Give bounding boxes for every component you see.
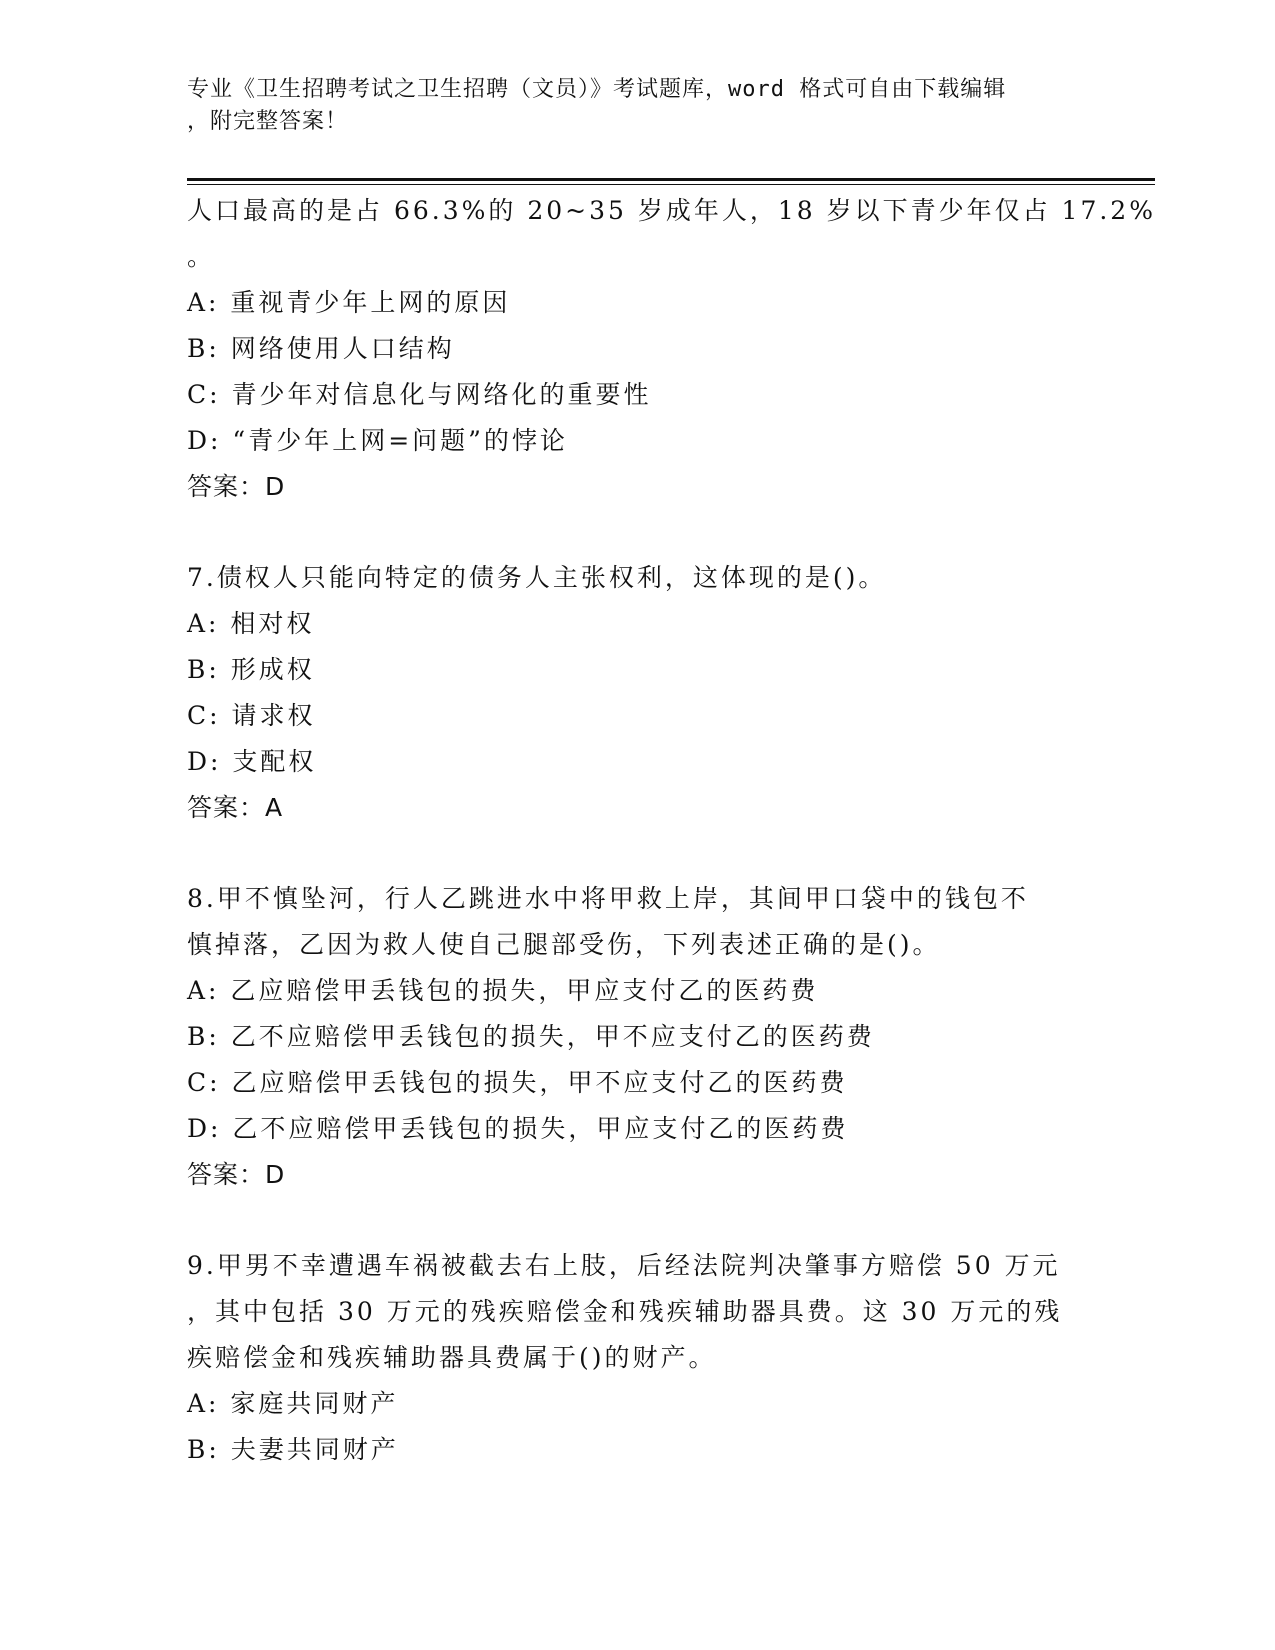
question-6-continuation bbox=[187, 188, 1156, 510]
question-8 bbox=[187, 876, 1087, 1198]
question-stem-line: 。 bbox=[187, 242, 216, 271]
question-stem-line: 8.甲不慎坠河，行人乙跳进水中将甲救上岸，其间甲口袋中的钱包不 bbox=[187, 884, 1029, 913]
option-c: C: 乙应赔偿甲丢钱包的损失，甲不应支付乙的医药费 bbox=[187, 1068, 848, 1097]
document-body bbox=[187, 188, 1156, 1473]
document-header bbox=[187, 74, 1087, 138]
option-a: A: 重视青少年上网的原因 bbox=[187, 288, 511, 317]
option-b: B: 形成权 bbox=[187, 655, 315, 684]
question-stem-line: 慎掉落，乙因为救人使自己腿部受伤，下列表述正确的是()。 bbox=[187, 930, 941, 959]
answer-line: 答案：A bbox=[187, 793, 284, 822]
answer-line: 答案：D bbox=[187, 1160, 286, 1189]
question-stem-line: ，其中包括 30 万元的残疾赔偿金和残疾辅助器具费。这 30 万元的残 bbox=[187, 1297, 1063, 1326]
option-d: D: 支配权 bbox=[187, 747, 317, 776]
question-stem-line: 疾赔偿金和残疾辅助器具费属于()的财产。 bbox=[187, 1343, 717, 1372]
option-c: C: 青少年对信息化与网络化的重要性 bbox=[187, 380, 652, 409]
question-gap bbox=[187, 1198, 1087, 1243]
header-rule-thick bbox=[187, 178, 1155, 181]
option-d: D: “青少年上网=问题”的悖论 bbox=[187, 426, 568, 455]
question-7 bbox=[187, 555, 1087, 831]
option-b: B: 网络使用人口结构 bbox=[187, 334, 455, 363]
question-stem-line: 7.债权人只能向特定的债务人主张权利，这体现的是()。 bbox=[187, 563, 887, 592]
option-b: B: 乙不应赔偿甲丢钱包的损失，甲不应支付乙的医药费 bbox=[187, 1022, 875, 1051]
header-line-1: 专业《卫生招聘考试之卫生招聘（文员）》考试题库，word 格式可自由下载编辑 bbox=[187, 77, 1007, 102]
option-a: A: 乙应赔偿甲丢钱包的损失，甲应支付乙的医药费 bbox=[187, 976, 819, 1005]
question-9 bbox=[187, 1243, 1087, 1473]
question-gap bbox=[187, 831, 1087, 876]
option-c: C: 请求权 bbox=[187, 701, 316, 730]
header-rule-thin bbox=[187, 184, 1155, 185]
option-d: D: 乙不应赔偿甲丢钱包的损失，甲应支付乙的医药费 bbox=[187, 1114, 849, 1143]
option-a: A: 相对权 bbox=[187, 609, 315, 638]
option-a: A: 家庭共同财产 bbox=[187, 1389, 399, 1418]
question-gap bbox=[187, 510, 1087, 555]
answer-line: 答案：D bbox=[187, 472, 286, 501]
option-b: B: 夫妻共同财产 bbox=[187, 1435, 399, 1464]
question-stem-line: 9.甲男不幸遭遇车祸被截去右上肢，后经法院判决肇事方赔偿 50 万元 bbox=[187, 1251, 1061, 1280]
question-stem-line: 人口最高的是占 66.3%的 20~35 岁成年人，18 岁以下青少年仅占 17.2% bbox=[187, 196, 1156, 225]
header-line-2: ，附完整答案！ bbox=[187, 109, 349, 134]
